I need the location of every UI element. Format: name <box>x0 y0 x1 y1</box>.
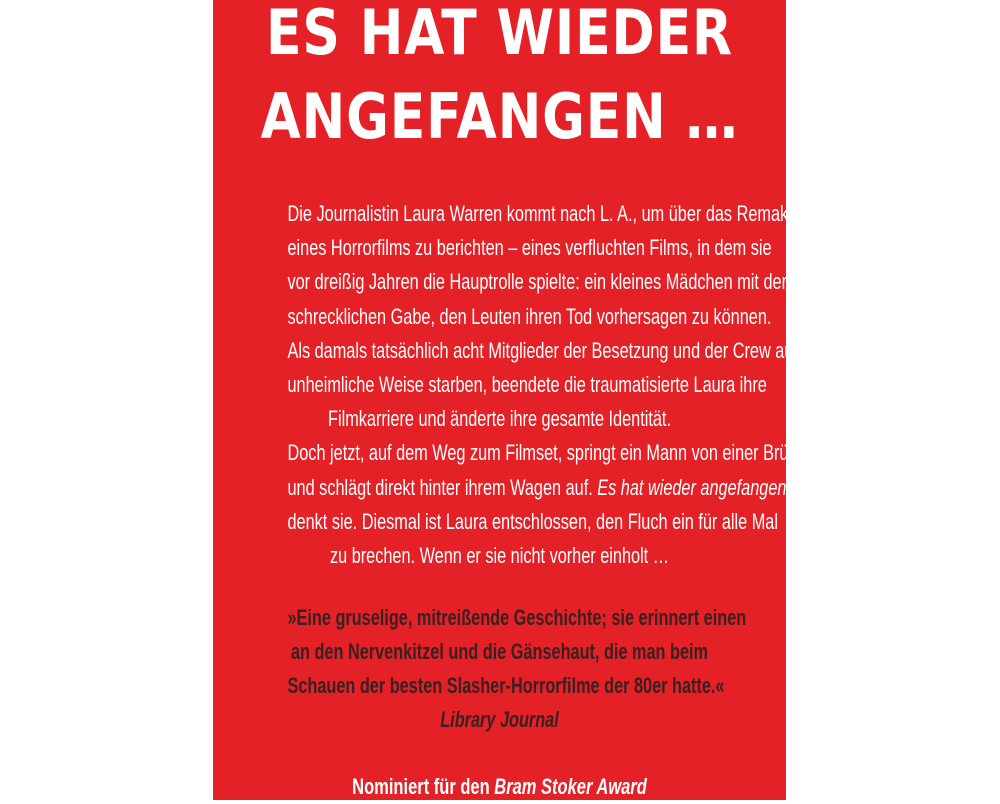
blurb-line: Die Journalistin Laura Warren kommt nach L. A., um über das Remake <box>287 201 798 226</box>
award-line <box>285 770 715 804</box>
blurb-text-segment: und schlägt direkt hinter ihrem Wagen auf. <box>287 474 598 500</box>
blurb-text-segment: , <box>786 474 791 500</box>
award-name: Bram Stoker Award <box>494 774 647 799</box>
blurb-line: Doch jetzt, auf dem Weg zum Filmset, springt ein Mann von einer Brücke <box>287 440 814 466</box>
blurb-italic-title: Es hat wieder angefangen <box>597 474 787 500</box>
quote-line: Schauen der besten Slasher-Horrorfilme der 80er hatte.« <box>287 673 725 698</box>
book-back-cover <box>213 0 814 800</box>
review-quote <box>213 601 786 737</box>
blurb-text <box>213 197 814 573</box>
headline-line-1: ES HAT WIEDER <box>266 0 733 69</box>
blurb-line: schrecklichen Gabe, den Leuten ihren Tod vorhersagen zu können. <box>287 303 772 329</box>
blurb-line: eines Horrorfilms zu berichten – eines verfluchten Films, in dem sie <box>287 235 772 261</box>
award-prefix: Nominiert für den <box>352 774 495 799</box>
award-nomination <box>213 770 786 804</box>
quote-line: »Eine gruselige, mitreißende Geschichte; sie erinnert einen <box>287 605 747 630</box>
blurb-line: vor dreißig Jahren die Hauptrolle spielte: ein kleines Mädchen mit der <box>287 269 788 295</box>
quote-source: Library Journal <box>440 707 559 732</box>
quote-line: an den Nervenkitzel und die Gänsehaut, die man beim <box>290 639 709 664</box>
blurb-line: Filmkarriere und änderte ihre gesamte Identität. <box>328 406 671 432</box>
blurb-line: unheimliche Weise starben, beendete die traumatisierte Laura ihre <box>287 371 767 397</box>
blurb-line <box>287 471 791 505</box>
blurb-line: zu brechen. Wenn er sie nicht vorher einholt … <box>329 542 670 568</box>
blurb-line: Als damals tatsächlich acht Mitglieder der Besetzung und der Crew auf <box>287 337 798 363</box>
blurb-line: denkt sie. Diesmal ist Laura entschlossen, den Fluch ein für alle Mal <box>287 508 778 534</box>
headline-line-2: ANGEFANGEN … <box>260 80 739 153</box>
